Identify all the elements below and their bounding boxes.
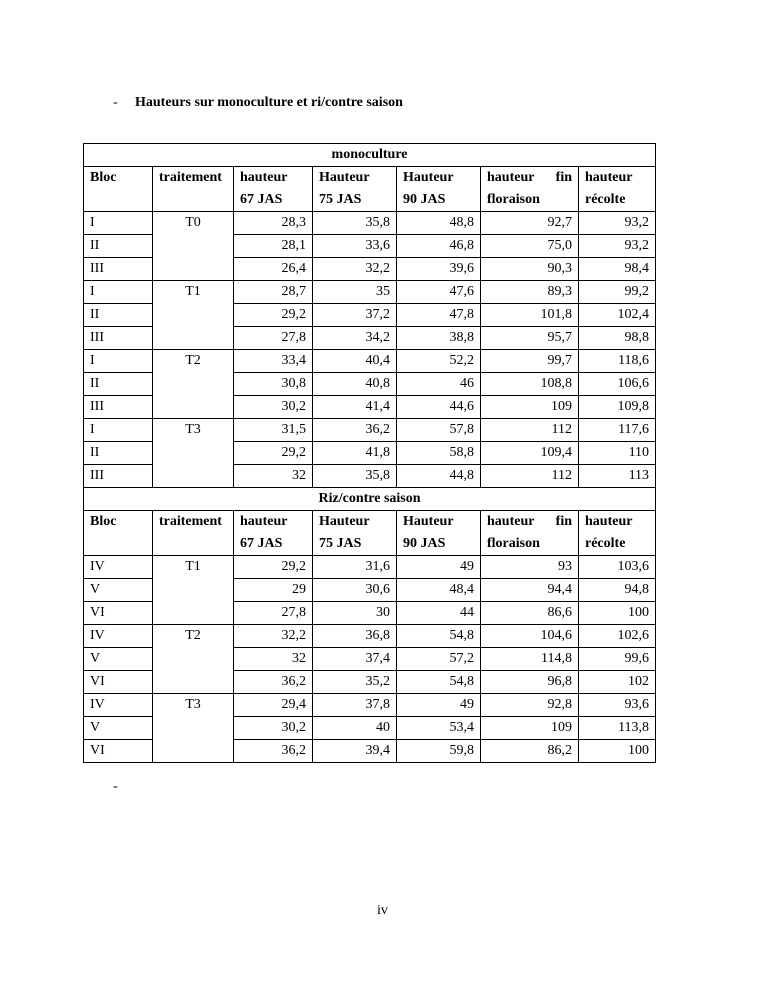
cell-traitement: T3 — [153, 419, 234, 488]
cell-recolte: 99,2 — [579, 281, 656, 304]
cell-recolte: 102,4 — [579, 304, 656, 327]
cell-hauteur-75: 40,4 — [313, 350, 397, 373]
cell-recolte: 93,6 — [579, 694, 656, 717]
cell-recolte: 113,8 — [579, 717, 656, 740]
cell-bloc: II — [84, 442, 153, 465]
cell-hauteur-67: 32 — [234, 648, 313, 671]
cell-hauteur-67: 30,2 — [234, 396, 313, 419]
cell-traitement: T2 — [153, 625, 234, 694]
cell-bloc: I — [84, 350, 153, 373]
cell-hauteur-90: 59,8 — [397, 740, 481, 763]
cell-bloc: III — [84, 396, 153, 419]
cell-recolte: 100 — [579, 602, 656, 625]
cell-bloc: IV — [84, 694, 153, 717]
cell-traitement: T2 — [153, 350, 234, 419]
cell-bloc: II — [84, 373, 153, 396]
header-fin-word2: fin — [555, 514, 572, 529]
cell-hauteur-90: 58,8 — [397, 442, 481, 465]
cell-hauteur-90: 44 — [397, 602, 481, 625]
header-hauteur-recolte — [579, 167, 656, 212]
cell-hauteur-75: 36,8 — [313, 625, 397, 648]
section-heading — [113, 94, 403, 112]
cell-bloc: II — [84, 235, 153, 258]
cell-hauteur-67: 30,2 — [234, 717, 313, 740]
cell-recolte: 94,8 — [579, 579, 656, 602]
cell-hauteur-67: 28,3 — [234, 212, 313, 235]
cell-bloc: I — [84, 281, 153, 304]
cell-hauteur-67: 29,4 — [234, 694, 313, 717]
cell-fin-floraison: 101,8 — [481, 304, 579, 327]
header-hauteur-recolte — [579, 511, 656, 556]
cell-hauteur-75: 36,2 — [313, 419, 397, 442]
cell-traitement: T3 — [153, 694, 234, 763]
cell-recolte: 100 — [579, 740, 656, 763]
header-hauteur-recolte-line2: récolte — [585, 192, 626, 207]
cell-recolte: 113 — [579, 465, 656, 488]
header-hauteur-90-line2: 90 JAS — [403, 536, 446, 551]
cell-recolte: 102,6 — [579, 625, 656, 648]
cell-bloc: II — [84, 304, 153, 327]
cell-hauteur-67: 36,2 — [234, 671, 313, 694]
cell-recolte: 110 — [579, 442, 656, 465]
header-fin-word2: fin — [555, 170, 572, 185]
cell-hauteur-90: 44,8 — [397, 465, 481, 488]
header-bloc: Bloc — [84, 511, 153, 556]
cell-bloc: VI — [84, 602, 153, 625]
header-traitement: traitement — [153, 511, 234, 556]
section-title-row — [84, 144, 656, 167]
cell-hauteur-75: 31,6 — [313, 556, 397, 579]
cell-bloc: IV — [84, 556, 153, 579]
cell-hauteur-90: 38,8 — [397, 327, 481, 350]
cell-recolte: 98,4 — [579, 258, 656, 281]
cell-bloc: V — [84, 717, 153, 740]
cell-hauteur-90: 46 — [397, 373, 481, 396]
cell-fin-floraison: 109 — [481, 396, 579, 419]
cell-hauteur-67: 27,8 — [234, 327, 313, 350]
cell-hauteur-90: 53,4 — [397, 717, 481, 740]
cell-recolte: 103,6 — [579, 556, 656, 579]
cell-hauteur-90: 39,6 — [397, 258, 481, 281]
cell-hauteur-75: 39,4 — [313, 740, 397, 763]
cell-hauteur-75: 37,8 — [313, 694, 397, 717]
table-row — [84, 419, 656, 442]
cell-hauteur-67: 31,5 — [234, 419, 313, 442]
trailing-bullet: - — [113, 779, 118, 794]
header-hauteur-fin-floraison — [481, 167, 579, 212]
cell-fin-floraison: 95,7 — [481, 327, 579, 350]
cell-hauteur-75: 40 — [313, 717, 397, 740]
cell-hauteur-75: 32,2 — [313, 258, 397, 281]
cell-bloc: VI — [84, 740, 153, 763]
cell-fin-floraison: 86,2 — [481, 740, 579, 763]
cell-recolte: 109,8 — [579, 396, 656, 419]
header-hauteur-67-line1: hauteur — [240, 170, 288, 185]
header-hauteur-67-line2: 67 JAS — [240, 192, 283, 207]
section-title: monoculture — [84, 144, 656, 167]
cell-hauteur-67: 29,2 — [234, 556, 313, 579]
header-hauteur-fin-floraison-line1 — [487, 167, 572, 189]
header-hauteur-67-line1: hauteur — [240, 514, 288, 529]
cell-hauteur-90: 47,6 — [397, 281, 481, 304]
cell-fin-floraison: 92,8 — [481, 694, 579, 717]
cell-fin-floraison: 94,4 — [481, 579, 579, 602]
header-hauteur-90-line2: 90 JAS — [403, 192, 446, 207]
cell-bloc: V — [84, 579, 153, 602]
section-title-row — [84, 488, 656, 511]
header-hauteur-90-line1: Hauteur — [403, 514, 454, 529]
cell-hauteur-67: 27,8 — [234, 602, 313, 625]
cell-bloc: III — [84, 465, 153, 488]
cell-fin-floraison: 92,7 — [481, 212, 579, 235]
header-traitement: traitement — [153, 167, 234, 212]
cell-fin-floraison: 86,6 — [481, 602, 579, 625]
cell-traitement: T1 — [153, 556, 234, 625]
cell-recolte: 117,6 — [579, 419, 656, 442]
table-row — [84, 212, 656, 235]
cell-fin-floraison: 108,8 — [481, 373, 579, 396]
header-hauteur-75 — [313, 167, 397, 212]
cell-bloc: III — [84, 258, 153, 281]
header-hauteur-recolte-line2: récolte — [585, 536, 626, 551]
cell-fin-floraison: 90,3 — [481, 258, 579, 281]
column-header-row — [84, 167, 656, 212]
header-hauteur-75-line2: 75 JAS — [319, 536, 362, 551]
cell-hauteur-67: 36,2 — [234, 740, 313, 763]
cell-hauteur-90: 48,4 — [397, 579, 481, 602]
heights-table — [83, 143, 656, 763]
cell-hauteur-75: 37,4 — [313, 648, 397, 671]
cell-fin-floraison: 99,7 — [481, 350, 579, 373]
cell-hauteur-75: 30 — [313, 602, 397, 625]
cell-recolte: 106,6 — [579, 373, 656, 396]
cell-hauteur-67: 29,2 — [234, 442, 313, 465]
header-hauteur-fin-floraison-line2: floraison — [487, 192, 540, 207]
cell-fin-floraison: 109 — [481, 717, 579, 740]
header-hauteur-fin-floraison-line1 — [487, 511, 572, 533]
table-row — [84, 556, 656, 579]
page-number: iv — [377, 903, 388, 918]
cell-recolte: 93,2 — [579, 235, 656, 258]
cell-traitement: T0 — [153, 212, 234, 281]
table-row — [84, 350, 656, 373]
cell-hauteur-90: 57,2 — [397, 648, 481, 671]
cell-hauteur-75: 35,2 — [313, 671, 397, 694]
cell-hauteur-67: 32,2 — [234, 625, 313, 648]
cell-fin-floraison: 75,0 — [481, 235, 579, 258]
header-hauteur-67 — [234, 511, 313, 556]
cell-hauteur-90: 48,8 — [397, 212, 481, 235]
header-hauteur-67-line2: 67 JAS — [240, 536, 283, 551]
cell-hauteur-75: 37,2 — [313, 304, 397, 327]
cell-recolte: 118,6 — [579, 350, 656, 373]
cell-hauteur-90: 54,8 — [397, 625, 481, 648]
cell-recolte: 98,8 — [579, 327, 656, 350]
header-hauteur-fin-floraison-line2: floraison — [487, 536, 540, 551]
cell-hauteur-75: 33,6 — [313, 235, 397, 258]
cell-fin-floraison: 96,8 — [481, 671, 579, 694]
header-hauteur-75 — [313, 511, 397, 556]
cell-hauteur-90: 57,8 — [397, 419, 481, 442]
cell-bloc: VI — [84, 671, 153, 694]
cell-fin-floraison: 109,4 — [481, 442, 579, 465]
cell-hauteur-90: 52,2 — [397, 350, 481, 373]
heading-title: Hauteurs sur monoculture et ri/contre saison — [135, 95, 403, 110]
cell-hauteur-67: 32 — [234, 465, 313, 488]
cell-hauteur-90: 49 — [397, 694, 481, 717]
header-fin-word1: hauteur — [487, 514, 535, 529]
cell-bloc: III — [84, 327, 153, 350]
cell-fin-floraison: 112 — [481, 419, 579, 442]
cell-hauteur-67: 26,4 — [234, 258, 313, 281]
cell-fin-floraison: 104,6 — [481, 625, 579, 648]
header-hauteur-75-line2: 75 JAS — [319, 192, 362, 207]
header-hauteur-67 — [234, 167, 313, 212]
header-hauteur-75-line1: Hauteur — [319, 170, 370, 185]
cell-fin-floraison: 93 — [481, 556, 579, 579]
cell-fin-floraison: 112 — [481, 465, 579, 488]
table-row — [84, 694, 656, 717]
cell-hauteur-90: 47,8 — [397, 304, 481, 327]
cell-hauteur-90: 46,8 — [397, 235, 481, 258]
cell-hauteur-90: 49 — [397, 556, 481, 579]
cell-hauteur-67: 29 — [234, 579, 313, 602]
table-row — [84, 625, 656, 648]
heading-bullet: - — [113, 95, 118, 110]
cell-hauteur-90: 44,6 — [397, 396, 481, 419]
cell-hauteur-67: 28,1 — [234, 235, 313, 258]
header-hauteur-recolte-line1: hauteur — [585, 170, 633, 185]
header-hauteur-90 — [397, 511, 481, 556]
cell-hauteur-75: 41,8 — [313, 442, 397, 465]
cell-hauteur-67: 30,8 — [234, 373, 313, 396]
cell-bloc: IV — [84, 625, 153, 648]
cell-bloc: I — [84, 212, 153, 235]
header-fin-word1: hauteur — [487, 170, 535, 185]
cell-recolte: 93,2 — [579, 212, 656, 235]
cell-fin-floraison: 89,3 — [481, 281, 579, 304]
cell-hauteur-67: 28,7 — [234, 281, 313, 304]
cell-recolte: 99,6 — [579, 648, 656, 671]
table-row — [84, 281, 656, 304]
cell-hauteur-90: 54,8 — [397, 671, 481, 694]
header-bloc: Bloc — [84, 167, 153, 212]
cell-hauteur-75: 30,6 — [313, 579, 397, 602]
section-title: Riz/contre saison — [84, 488, 656, 511]
header-hauteur-fin-floraison — [481, 511, 579, 556]
header-hauteur-recolte-line1: hauteur — [585, 514, 633, 529]
header-hauteur-75-line1: Hauteur — [319, 514, 370, 529]
cell-hauteur-75: 35 — [313, 281, 397, 304]
cell-bloc: I — [84, 419, 153, 442]
cell-hauteur-75: 34,2 — [313, 327, 397, 350]
header-hauteur-90-line1: Hauteur — [403, 170, 454, 185]
cell-hauteur-75: 41,4 — [313, 396, 397, 419]
cell-hauteur-75: 35,8 — [313, 212, 397, 235]
cell-fin-floraison: 114,8 — [481, 648, 579, 671]
header-hauteur-90 — [397, 167, 481, 212]
cell-hauteur-75: 35,8 — [313, 465, 397, 488]
cell-bloc: V — [84, 648, 153, 671]
cell-hauteur-67: 29,2 — [234, 304, 313, 327]
column-header-row — [84, 511, 656, 556]
cell-hauteur-75: 40,8 — [313, 373, 397, 396]
cell-traitement: T1 — [153, 281, 234, 350]
cell-recolte: 102 — [579, 671, 656, 694]
cell-hauteur-67: 33,4 — [234, 350, 313, 373]
